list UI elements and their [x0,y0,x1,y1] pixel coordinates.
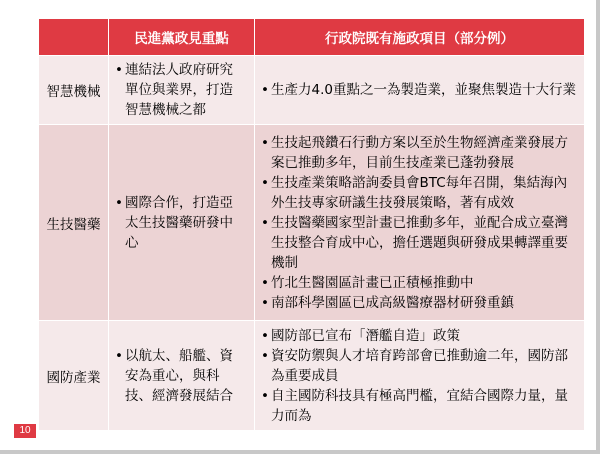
policy-cell [109,125,255,321]
category-cell: 生技醫藥 [39,125,109,321]
policy-cell [109,56,255,125]
table-row [39,321,585,431]
list-item: • 國防部已宣布「潛艦自造」政策 [261,327,460,344]
table-row [39,56,585,125]
actions-cell [255,125,585,321]
category-cell: 智慧機械 [39,56,109,125]
list-item: • 生技起飛鑽石行動方案以至於生物經濟產業發展方案已推動多年，目前生技產業已蓬勃發展 [261,134,568,171]
header-actions: 行政院既有施政項目（部分例） [255,19,585,56]
list-item: • 竹北生醫園區計畫已正積極推動中 [261,274,474,291]
list-item: • 以航太、船艦、資安為重心，與科技、經濟發展結合 [115,347,233,404]
list-item: • 自主國防科技具有極高門檻，宜結合國際力量，量力而為 [261,387,568,424]
list-item: • 南部科學園區已成高級醫療器材研發重鎮 [261,294,514,311]
list-item: • 資安防禦與人才培育跨部會已推動逾二年，國防部為重要成員 [261,347,568,384]
policy-cell [109,321,255,431]
policy-table [38,18,585,431]
list-item: • 生產力4.0重點之一為製造業，並聚焦製造十大行業 [261,82,576,98]
category-cell: 國防產業 [39,321,109,431]
list-item: • 國際合作，打造亞太生技醫藥研發中心 [115,194,233,251]
list-item: • 連結法人政府研究單位與業界，打造智慧機械之都 [115,62,233,118]
list-item: • 生技醫藥國家型計畫已推動多年，並配合成立臺灣生技整合育成中心，擔任選題與研發成果轉譯重要機制 [261,214,568,271]
page-number: 10 [14,424,36,438]
table-row [39,125,585,321]
header-row [39,19,585,56]
actions-cell [255,56,585,125]
header-blank [39,19,109,56]
actions-cell [255,321,585,431]
header-policy: 民進黨政見重點 [109,19,255,56]
list-item: • 生技產業策略諮詢委員會BTC每年召開，集結海內外生技專家研議生技發展策略，著有成效 [261,174,568,211]
